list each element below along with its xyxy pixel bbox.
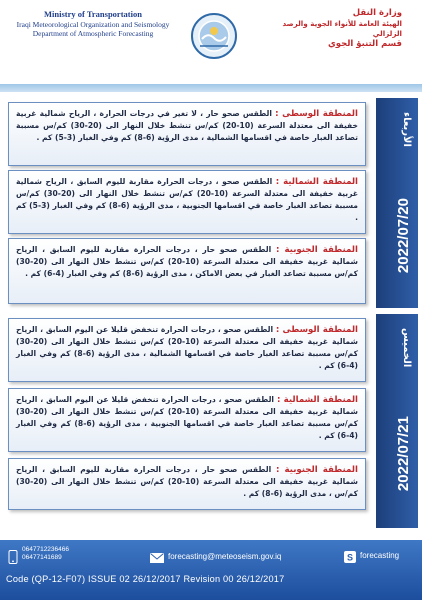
document-code: Code (QP-12-F07) ISSUE 02 26/12/2017 Revision 00 26/12/2017 <box>6 574 285 584</box>
forecast-box-north <box>8 170 366 234</box>
region-title: المنطقة الجنوبية : <box>275 465 358 475</box>
phone-number: 0647712236466 <box>22 546 69 553</box>
region-forecast-text: الطقس صحو ، درجات الحرارة تنخفض قليلا عن اليوم السابق ، الرياح شمالية غربية خفيفة الى معتدلة السرعة (10-20) كم/س تنشط خلال النهار الى (20-30) كم/س مسببة تصاعد الغبار خاصة في اقسامها الجنوبية ، مدى الرؤية (6-8) كم وفي الغبار (4-6) كم . <box>16 395 358 440</box>
phone-icon <box>8 550 18 564</box>
day-sidebar <box>376 98 418 308</box>
day-date: 2022/07/21 <box>395 416 412 492</box>
ministry-name-ar: وزارة النقل <box>352 8 402 18</box>
region-forecast-text: الطقس صحو ، درجات الحرارة تنخفض قليلا عن اليوم السابق ، الرياح شمالية غربية خفيفة الى معتدلة السرعة (10-20) كم/س تنشط خلال النهار الى (20-30) كم/س مسببة تصاعد الغبار خاصة في اقسامها الشمالية ، مدى الرؤية (6-8) كم وفي الغبار (4-6) كم . <box>16 325 359 370</box>
page-footer <box>0 540 422 600</box>
day-section-2 <box>4 314 418 528</box>
svg-text:S: S <box>346 552 354 563</box>
contact-email[interactable]: forecasting@meteoseism.gov.iq <box>168 552 282 561</box>
region-title: المنطقة الوسطى : <box>275 109 358 119</box>
day-sidebar <box>376 314 418 528</box>
organization-name-en: Iraqi Meteorological Organization and Seismology <box>16 19 170 29</box>
region-title: المنطقة الجنوبية : <box>275 245 358 255</box>
forecast-box-south <box>8 238 366 304</box>
ministry-name-en: Ministry of Transportation <box>44 9 142 19</box>
region-forecast-text: الطقس صحو ، درجات الحرارة مقاربة لليوم السابق ، الرياح شمالية غربية خفيفة الى معتدلة السرعة (10-20) كم/س تنشط خلال النهار الى (20-30) كم/س مسببة تصاعد الغبار خاصة في اقسامها الجنوبية ، مدى الرؤية (6-8) كم وفي الغبار (3-5) كم . <box>16 177 359 222</box>
arabic-header <box>272 8 402 50</box>
department-name-ar: قسم التنبؤ الجوي <box>328 39 402 49</box>
day-section-1 <box>4 98 418 308</box>
phone-numbers <box>22 546 69 561</box>
skype-handle[interactable]: forecasting <box>360 551 400 560</box>
email-icon <box>150 553 164 563</box>
region-title: المنطقة الشمالية : <box>276 395 358 405</box>
skype-icon <box>344 551 356 563</box>
department-name-en: Department of Atmospheric Forecasting <box>32 29 154 38</box>
header-divider <box>0 84 422 92</box>
region-title: المنطقة الشمالية : <box>275 177 359 187</box>
region-forecast-text: الطقس صحو حار ، درجات الحرارة مقاربة لليوم السابق ، الرياح شمالية غربية خفيفة الى معتدلة السرعة (10-20) كم/س تنشط خلال النهار الى (20-30) كم/س مسببة تصاعد الغبار في بعض الاماكن ، مدى الرؤية (6-8) كم وفي الغبار (4-6) كم . <box>16 245 358 278</box>
forecast-box-central <box>8 102 366 166</box>
forecast-box-central <box>8 318 366 382</box>
page-header <box>0 0 422 82</box>
region-forecast-text: الطقس صحو حار ، درجات الحرارة مقاربة لليوم السابق ، الرياح شمالية غربية خفيفة الى معتدلة السرعة (10-20) كم/س تنشط خلال النهار الى (20-30) كم/س ، مدى الرؤية (6-8) كم . <box>16 465 358 498</box>
day-date: 2022/07/20 <box>395 198 412 274</box>
organization-logo-icon <box>190 12 238 60</box>
organization-name-ar: الهيئة العامة للأنواء الجوية والرصد الزلزالي <box>282 19 402 38</box>
phone-number: 06477141689 <box>22 553 62 561</box>
english-header <box>8 10 178 39</box>
day-name: الأربعاء <box>401 112 412 147</box>
forecast-box-north <box>8 388 366 452</box>
day-name: الخميس <box>401 328 412 368</box>
region-title: المنطقة الوسطى : <box>275 325 358 335</box>
forecast-box-south <box>8 458 366 510</box>
region-forecast-text: الطقس صحو حار ، لا تغير في درجات الحرارة ، الرياح شمالية غربية خفيفة الى معتدلة السرعة (10-20) كم/س تنشط خلال النهار الى (20-30) كم/س مسببة تصاعد الغبار خاصة في اقسامها الشمالية ، مدى الرؤية (6-8) كم وفي الغبار (3-5) كم . <box>16 109 358 142</box>
